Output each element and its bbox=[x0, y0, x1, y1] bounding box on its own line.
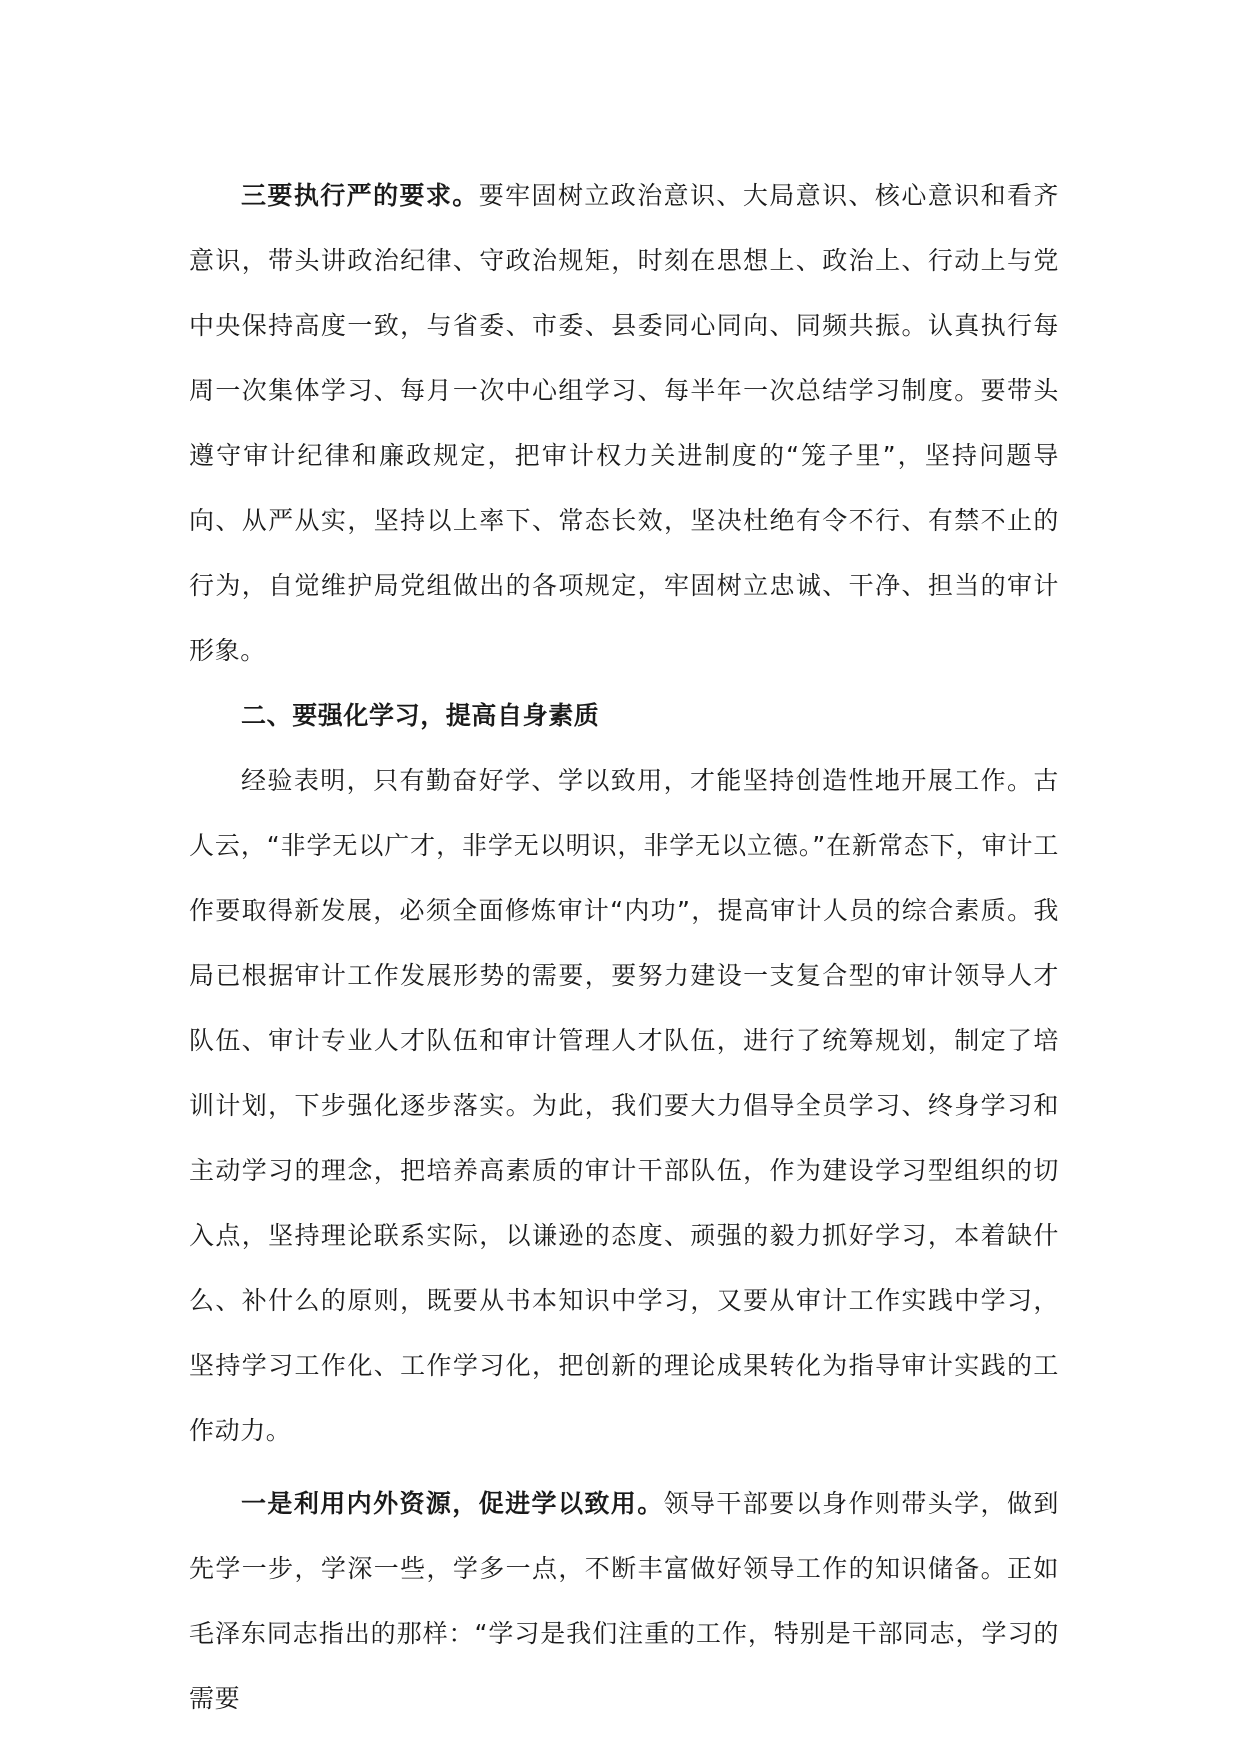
paragraph-gap bbox=[189, 1463, 1059, 1471]
paragraph-lead: 三要执行严的要求。 bbox=[241, 181, 479, 210]
section-heading: 二、要强化学习，提高自身素质 bbox=[241, 701, 600, 730]
paragraph-body: 要牢固树立政治意识、大局意识、核心意识和看齐意识，带头讲政治纪律、守政治规矩，时刻在思想上、政治上、行动上与党中央保持高度一致，与省委、市委、县委同心同向、同频共振。认真执行每周一次集体学习、每月一次中心组学习、每半年一次总结学习制度。要带头遵守审计纪律和廉政规定，把审计权力关进制度的“笼子里”，坚持问题导向、从严从实，坚持以上率下、常态长效，坚决杜绝有令不行、有禁不止的行为，自觉维护局党组做出的各项规定，牢固树立忠诚、干净、担当的审计形象。 bbox=[189, 181, 1059, 665]
paragraph-body: 经验表明，只有勤奋好学、学以致用，才能坚持创造性地开展工作。古人云，“非学无以广才，非学无以明识，非学无以立德。”在新常态下，审计工作要取得新发展，必须全面修炼审计“内功”，提高审计人员的综合素质。我局已根据审计工作发展形势的需要，要努力建设一支复合型的审计领导人才队伍、审计专业人才队伍和审计管理人才队伍，进行了统筹规划，制定了培训计划，下步强化逐步落实。为此，我们要大力倡导全员学习、终身学习和主动学习的理念，把培养高素质的审计干部队伍，作为建设学习型组织的切入点，坚持理论联系实际，以谦逊的态度、顽强的毅力抓好学习，本着缺什么、补什么的原则，既要从书本知识中学习，又要从审计工作实践中学习，坚持学习工作化、工作学习化，把创新的理论成果转化为指导审计实践的工作动力。 bbox=[189, 766, 1059, 1445]
paragraph-use-resources bbox=[189, 1471, 1059, 1731]
paragraph-body: 领导干部要以身作则带头学，做到先学一步，学深一些，学多一点，不断丰富做好领导工作的知识储备。正如毛泽东同志指出的那样：“学习是我们注重的工作，特别是干部同志，学习的需要 bbox=[189, 1489, 1059, 1713]
paragraph-lead: 一是利用内外资源，促进学以致用。 bbox=[241, 1489, 664, 1518]
paragraph-strengthen-learning bbox=[189, 748, 1059, 1463]
document-page bbox=[189, 163, 1059, 1731]
paragraph-execute-strict-requirements bbox=[189, 163, 1059, 683]
